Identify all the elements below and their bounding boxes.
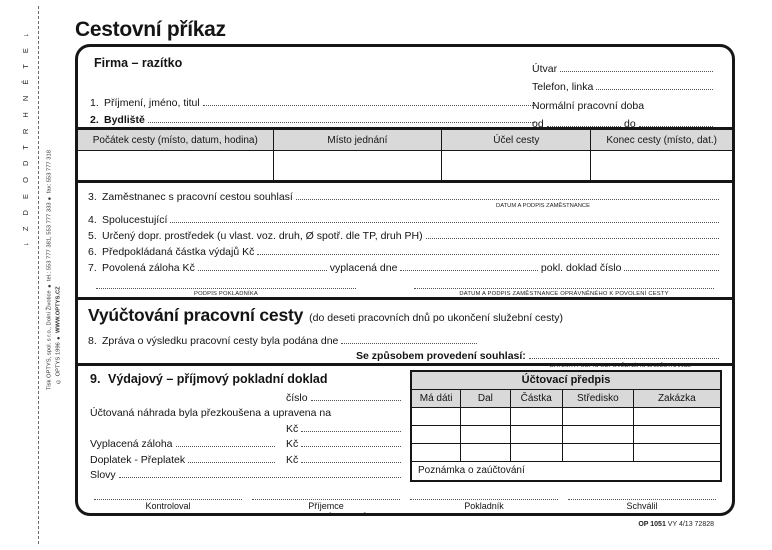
recipient-sub-label: DATUM A PODPIS (PRŮKAZ TOTOŽNOSTI) [264,513,388,516]
report-submitted-label: Zpráva o výsledku pracovní cesty byla podána dne [102,335,339,347]
debit-header: Má dáti [412,390,461,407]
item-3-number: 3. [88,191,97,203]
paid-advance-fill-line[interactable] [176,446,275,447]
paid-advance-amount-fill-line[interactable] [301,446,401,447]
transport-means-label: Určený dopr. prostředek (u vlast. voz. druh, Ø spotř. dle TP, druh PH) [102,230,423,242]
section-company-info [78,47,732,130]
accounting-row-1 [412,408,720,426]
accounting-row-2 [412,426,720,444]
department-fill-line[interactable] [560,71,713,72]
company-stamp-label: Firma – razítko [94,56,183,70]
to-label: do [624,118,636,130]
item-6-number: 6. [88,246,97,258]
item-4-row [88,213,722,226]
voucher-title-row [90,372,404,388]
cashier-signature-line[interactable] [96,280,356,289]
accounting-table [410,370,722,482]
in-words-fill-line[interactable] [119,477,401,478]
printer-website: WWW.OPTYS.CZ [55,286,62,333]
trip-end-cell[interactable] [591,151,732,180]
employee-consent-fill-line[interactable] [296,199,719,200]
copassengers-fill-line[interactable] [170,222,719,223]
section-cash-voucher [78,363,732,516]
currency-label-2: Kč [286,438,299,450]
name-fill-line[interactable] [203,105,535,106]
accounting-table-title: Účtovací předpis [412,372,720,390]
item-7-number: 7. [88,262,97,274]
table-cell[interactable] [461,426,510,443]
approved-by-label: Schválil [626,501,658,511]
table-cell[interactable] [412,444,461,461]
table-cell[interactable] [563,408,634,425]
address-fill-line[interactable] [148,122,535,123]
trip-end-header: Konec cesty (místo, dat.) [606,134,717,146]
reimbursement-checked-label: Účtovaná náhrada byla přezkoušena a upravena na [90,407,332,419]
from-label: od [532,118,544,130]
meeting-place-header: Místo jednání [274,130,443,150]
credit-header: Dal [461,390,510,407]
section-approval-items [78,183,732,297]
voucher-number-label: číslo [286,391,308,404]
name-label: Příjmení, jméno, titul [104,97,200,109]
receipt-number-fill-line[interactable] [624,270,719,271]
authorizer-signature-line[interactable] [414,280,714,289]
receipt-number-label: pokl. doklad číslo [540,262,622,274]
printer-info-text: Tisk OPTYS, spol. s r.o., Dolní Životice ● tel.: 553 777 381, 553 777 333 ● fax: 553 777 318 [46,150,53,390]
trip-table-body-row [78,151,732,180]
address-label: Bydliště [104,114,145,126]
cashier-block [410,491,558,516]
reimbursement-checked-row [90,404,404,420]
cashier-sub-label: DATUM A PODPIS [458,513,510,516]
cashier-bottom-signature-line[interactable] [410,491,558,500]
voucher-number-row [90,388,404,404]
checked-by-block [94,491,242,516]
item-5-row [88,229,722,242]
approved-by-sub-label: DATUM A PODPIS [616,513,668,516]
currency-label-3: Kč [286,453,299,466]
transport-means-fill-line[interactable] [426,238,719,239]
currency-label-1: Kč [286,422,299,435]
in-words-label: Slovy [90,469,116,481]
table-cell[interactable] [563,444,634,461]
balance-fill-line[interactable] [188,462,275,463]
trip-purpose-header: Účel cesty [442,130,591,150]
cashier-signature-block [96,280,356,297]
trip-start-cell[interactable] [78,151,274,180]
responsible-signature-note: DATUM A PODPIS ODPOVĚDNÉHO ZAMĚSTNANCE [549,363,692,369]
method-approval-row [88,349,722,362]
table-cell[interactable] [511,444,563,461]
settlement-title-row [88,305,722,326]
method-approval-fill-line[interactable] [529,358,719,359]
paid-date-fill-line[interactable] [400,270,537,271]
settlement-title: Vyúčtování pracovní cesty [88,305,304,325]
approved-by-block [568,491,716,516]
trip-details-table [78,127,732,183]
balance-amount-fill-line[interactable] [301,462,401,463]
department-block [532,56,716,130]
recipient-signature-line[interactable] [252,491,400,500]
estimated-expenses-label: Předpokládaná částka výdajů Kč [102,246,255,258]
name-field-row [90,94,538,109]
checked-by-sub-label: DATUM A PODPIS [142,513,194,516]
table-cell[interactable] [461,408,510,425]
advance-payment-label: Povolená záloha Kč [102,262,195,274]
reimbursement-amount-row [90,419,404,435]
recipient-label: Příjemce [308,501,344,511]
recipient-block [252,491,400,516]
cost-center-header: Středisko [563,390,634,407]
form-code [638,521,714,528]
working-hours-label: Normální pracovní doba [532,99,645,112]
table-cell[interactable] [634,426,720,443]
travel-order-form [75,44,735,516]
item-5-number: 5. [88,230,97,242]
meeting-place-cell[interactable] [274,151,443,180]
voucher-main-row [78,366,732,482]
table-cell[interactable] [412,408,461,425]
item-8-number: 8. [88,335,97,347]
table-cell[interactable] [634,408,720,425]
phone-label: Telefon, linka [532,81,594,93]
form-code-rest: VY 4/13 72828 [665,521,714,528]
report-date-fill-line[interactable] [341,343,477,344]
department-label: Útvar [532,62,558,75]
in-words-row [90,466,404,482]
reimbursement-amount-fill-line[interactable] [301,431,401,432]
settlement-subtitle: (do deseti pracovních dnů po ukončení služební cesty) [309,312,564,324]
item-9-number: 9. [90,372,101,386]
from-fill-line[interactable] [547,126,621,127]
advance-amount-fill-line[interactable] [198,270,327,271]
item-3-row [88,190,722,203]
checked-by-signature-line[interactable] [94,491,242,500]
authorizer-signature-block [414,280,714,297]
employee-consent-label: Zaměstnanec s pracovní cestou souhlasí [102,191,293,203]
posting-note-label: Poznámka o zaúčtování [418,465,525,476]
trip-start-header: Počátek cesty (místo, datum, hodina) [78,130,274,150]
trip-purpose-cell[interactable] [442,151,591,180]
page-title: Cestovní příkaz [75,18,226,41]
item-6-row [88,245,722,258]
accounting-row-3 [412,444,720,462]
to-fill-line[interactable] [639,126,713,127]
printer-copyright-text: © OPTYS 1996 ● WWW.OPTYS.CZ [55,286,62,384]
voucher-number-fill-line[interactable] [311,400,401,401]
phone-fill-line[interactable] [596,89,713,90]
voucher-title: Výdajový – příjmový pokladní doklad [108,372,328,386]
method-approval-label: Se způsobem provedení souhlasí: [356,350,526,362]
employee-signature-note: DATUM A PODPIS ZAMĚSTNANCE [496,203,590,209]
bottom-signatures-row [78,491,732,516]
copassengers-label: Spolucestující [102,214,168,226]
order-header: Zakázka [657,393,696,404]
approval-signatures-row [88,280,722,297]
voucher-left-column [78,366,410,482]
table-cell[interactable] [511,408,563,425]
balance-row [90,450,404,466]
approved-by-signature-line[interactable] [568,491,716,500]
item-4-number: 4. [88,214,97,226]
field-2-number: 2. [90,114,99,126]
accounting-table-header-row [412,390,720,408]
item-7-row [88,261,722,274]
form-code-number: OP 1051 [638,521,666,528]
item-8-row [88,334,480,347]
table-cell[interactable] [461,444,510,461]
table-cell[interactable] [511,426,563,443]
table-cell[interactable] [563,426,634,443]
checked-by-label: Kontroloval [145,501,191,511]
perforation-dashed-line [38,6,39,544]
trip-table-header-row [78,130,732,151]
cashier-label: Pokladník [464,501,504,511]
paid-advance-row [90,435,404,451]
authorizer-signature-label: DATUM A PODPIS ZAMĚSTNANCE OPRÁVNĚNÉHO K POVOLENÍ CESTY [459,291,669,297]
estimated-expenses-fill-line[interactable] [257,254,719,255]
table-cell[interactable] [412,426,461,443]
address-field-row [90,111,538,126]
section-trip-settlement [78,297,732,369]
cashier-signature-label: PODPIS POKLADNÍKA [194,291,258,297]
paid-on-label: vyplacená dne [329,262,398,274]
balance-label: Doplatek - Přeplatek [90,453,186,466]
paid-advance-label: Vyplacená záloha [90,438,173,450]
tear-here-label: ↓ Z D E O D T R H N Ě T E ↓ [21,28,30,246]
field-1-number: 1. [90,97,99,109]
amount-header: Částka [511,390,563,407]
table-cell[interactable] [634,444,720,461]
